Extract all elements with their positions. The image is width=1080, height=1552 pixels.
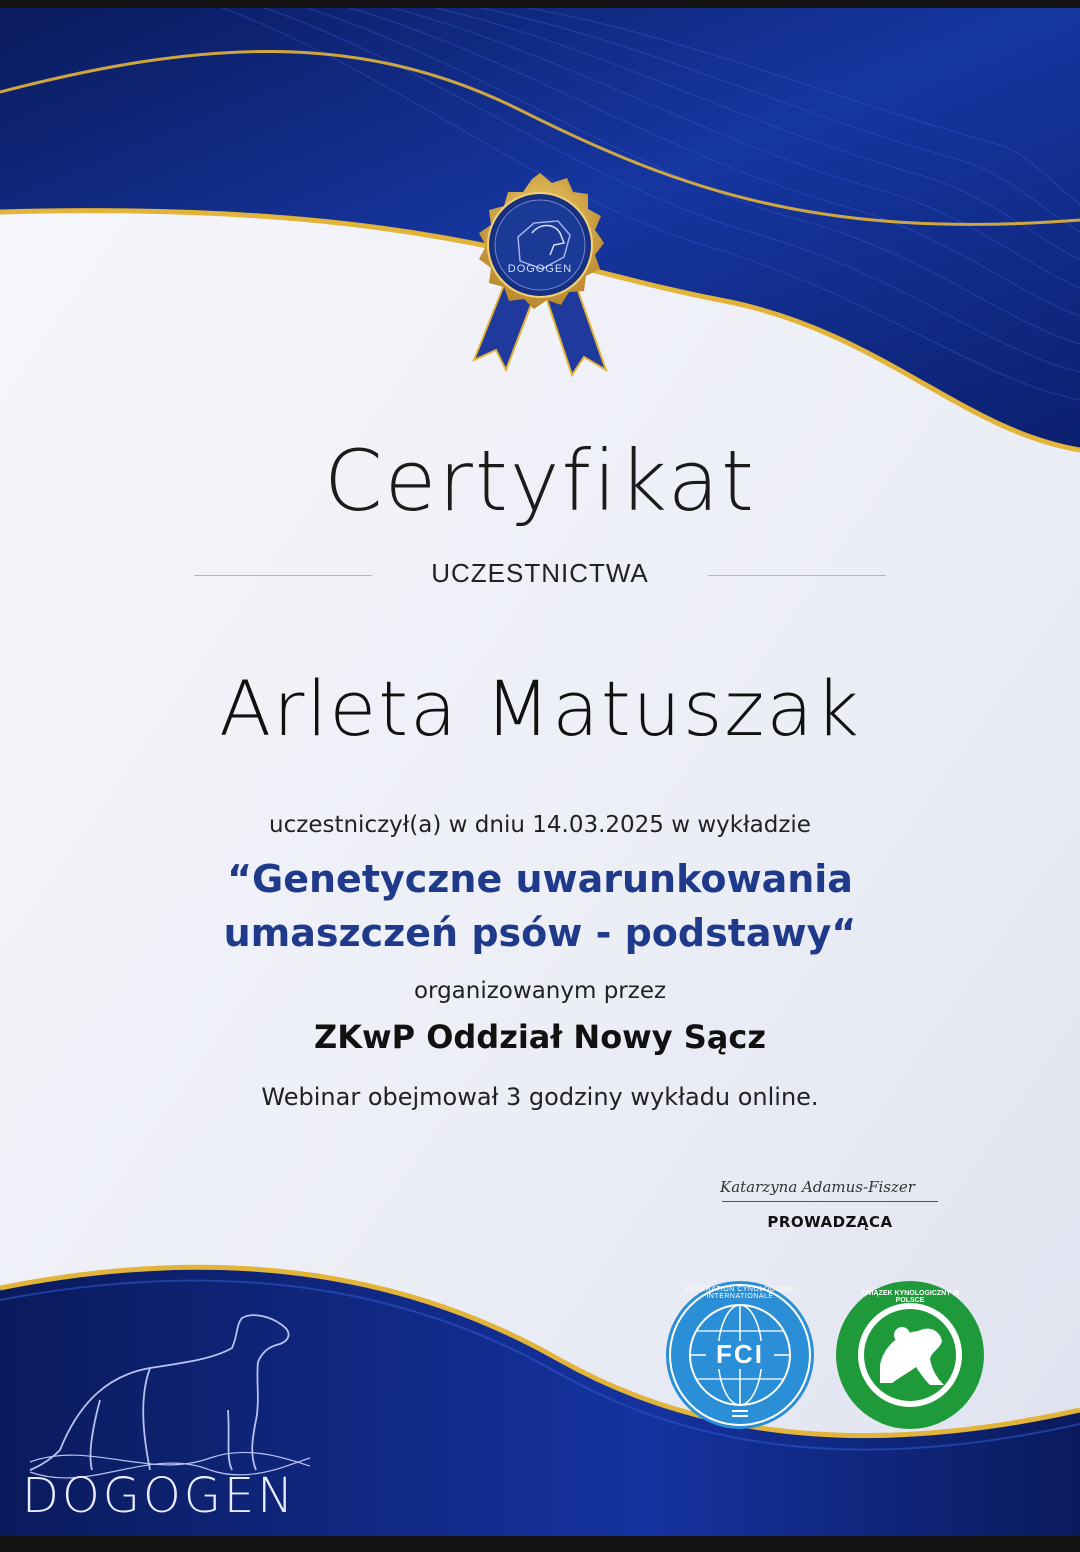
participant-name: Arleta Matuszak	[219, 664, 861, 753]
lecture-title	[0, 852, 1080, 960]
certificate-subtitle: UCZESTNICTWA	[431, 558, 649, 588]
organized-by-line: organizowanym przez	[413, 978, 667, 1004]
signature: Katarzyna Adamus-Fiszer	[720, 1178, 915, 1196]
organizer-name: ZKwP Oddział Nowy Sącz	[314, 1018, 766, 1056]
certificate-title: Certyfikat	[323, 432, 756, 530]
lecture-title-line1: “Genetyczne uwarunkowania	[227, 857, 853, 901]
duration-line: Webinar obejmował 3 godziny wykładu online.	[261, 1083, 819, 1111]
zkwp-ring-text: ZWIĄZEK KYNOLOGICZNY W POLSCE	[860, 1290, 960, 1304]
dogogen-wordmark: DOGOGEN	[22, 1468, 297, 1524]
fci-abbr: FCI	[716, 1339, 764, 1369]
lecture-title-line2: umaszczeń psów - podstawy“	[223, 911, 857, 955]
subtitle-rule-right	[708, 575, 886, 576]
signature-line	[722, 1201, 938, 1202]
fci-ring-text: FÉDÉRATION CYNOLOGIQUE INTERNATIONALE	[685, 1286, 795, 1300]
signature-role: PROWADZĄCA	[767, 1213, 893, 1231]
seal-label: DOGOGEN	[507, 263, 573, 275]
participation-line: uczestniczył(a) w dniu 14.03.2025 w wykładzie	[269, 812, 811, 838]
